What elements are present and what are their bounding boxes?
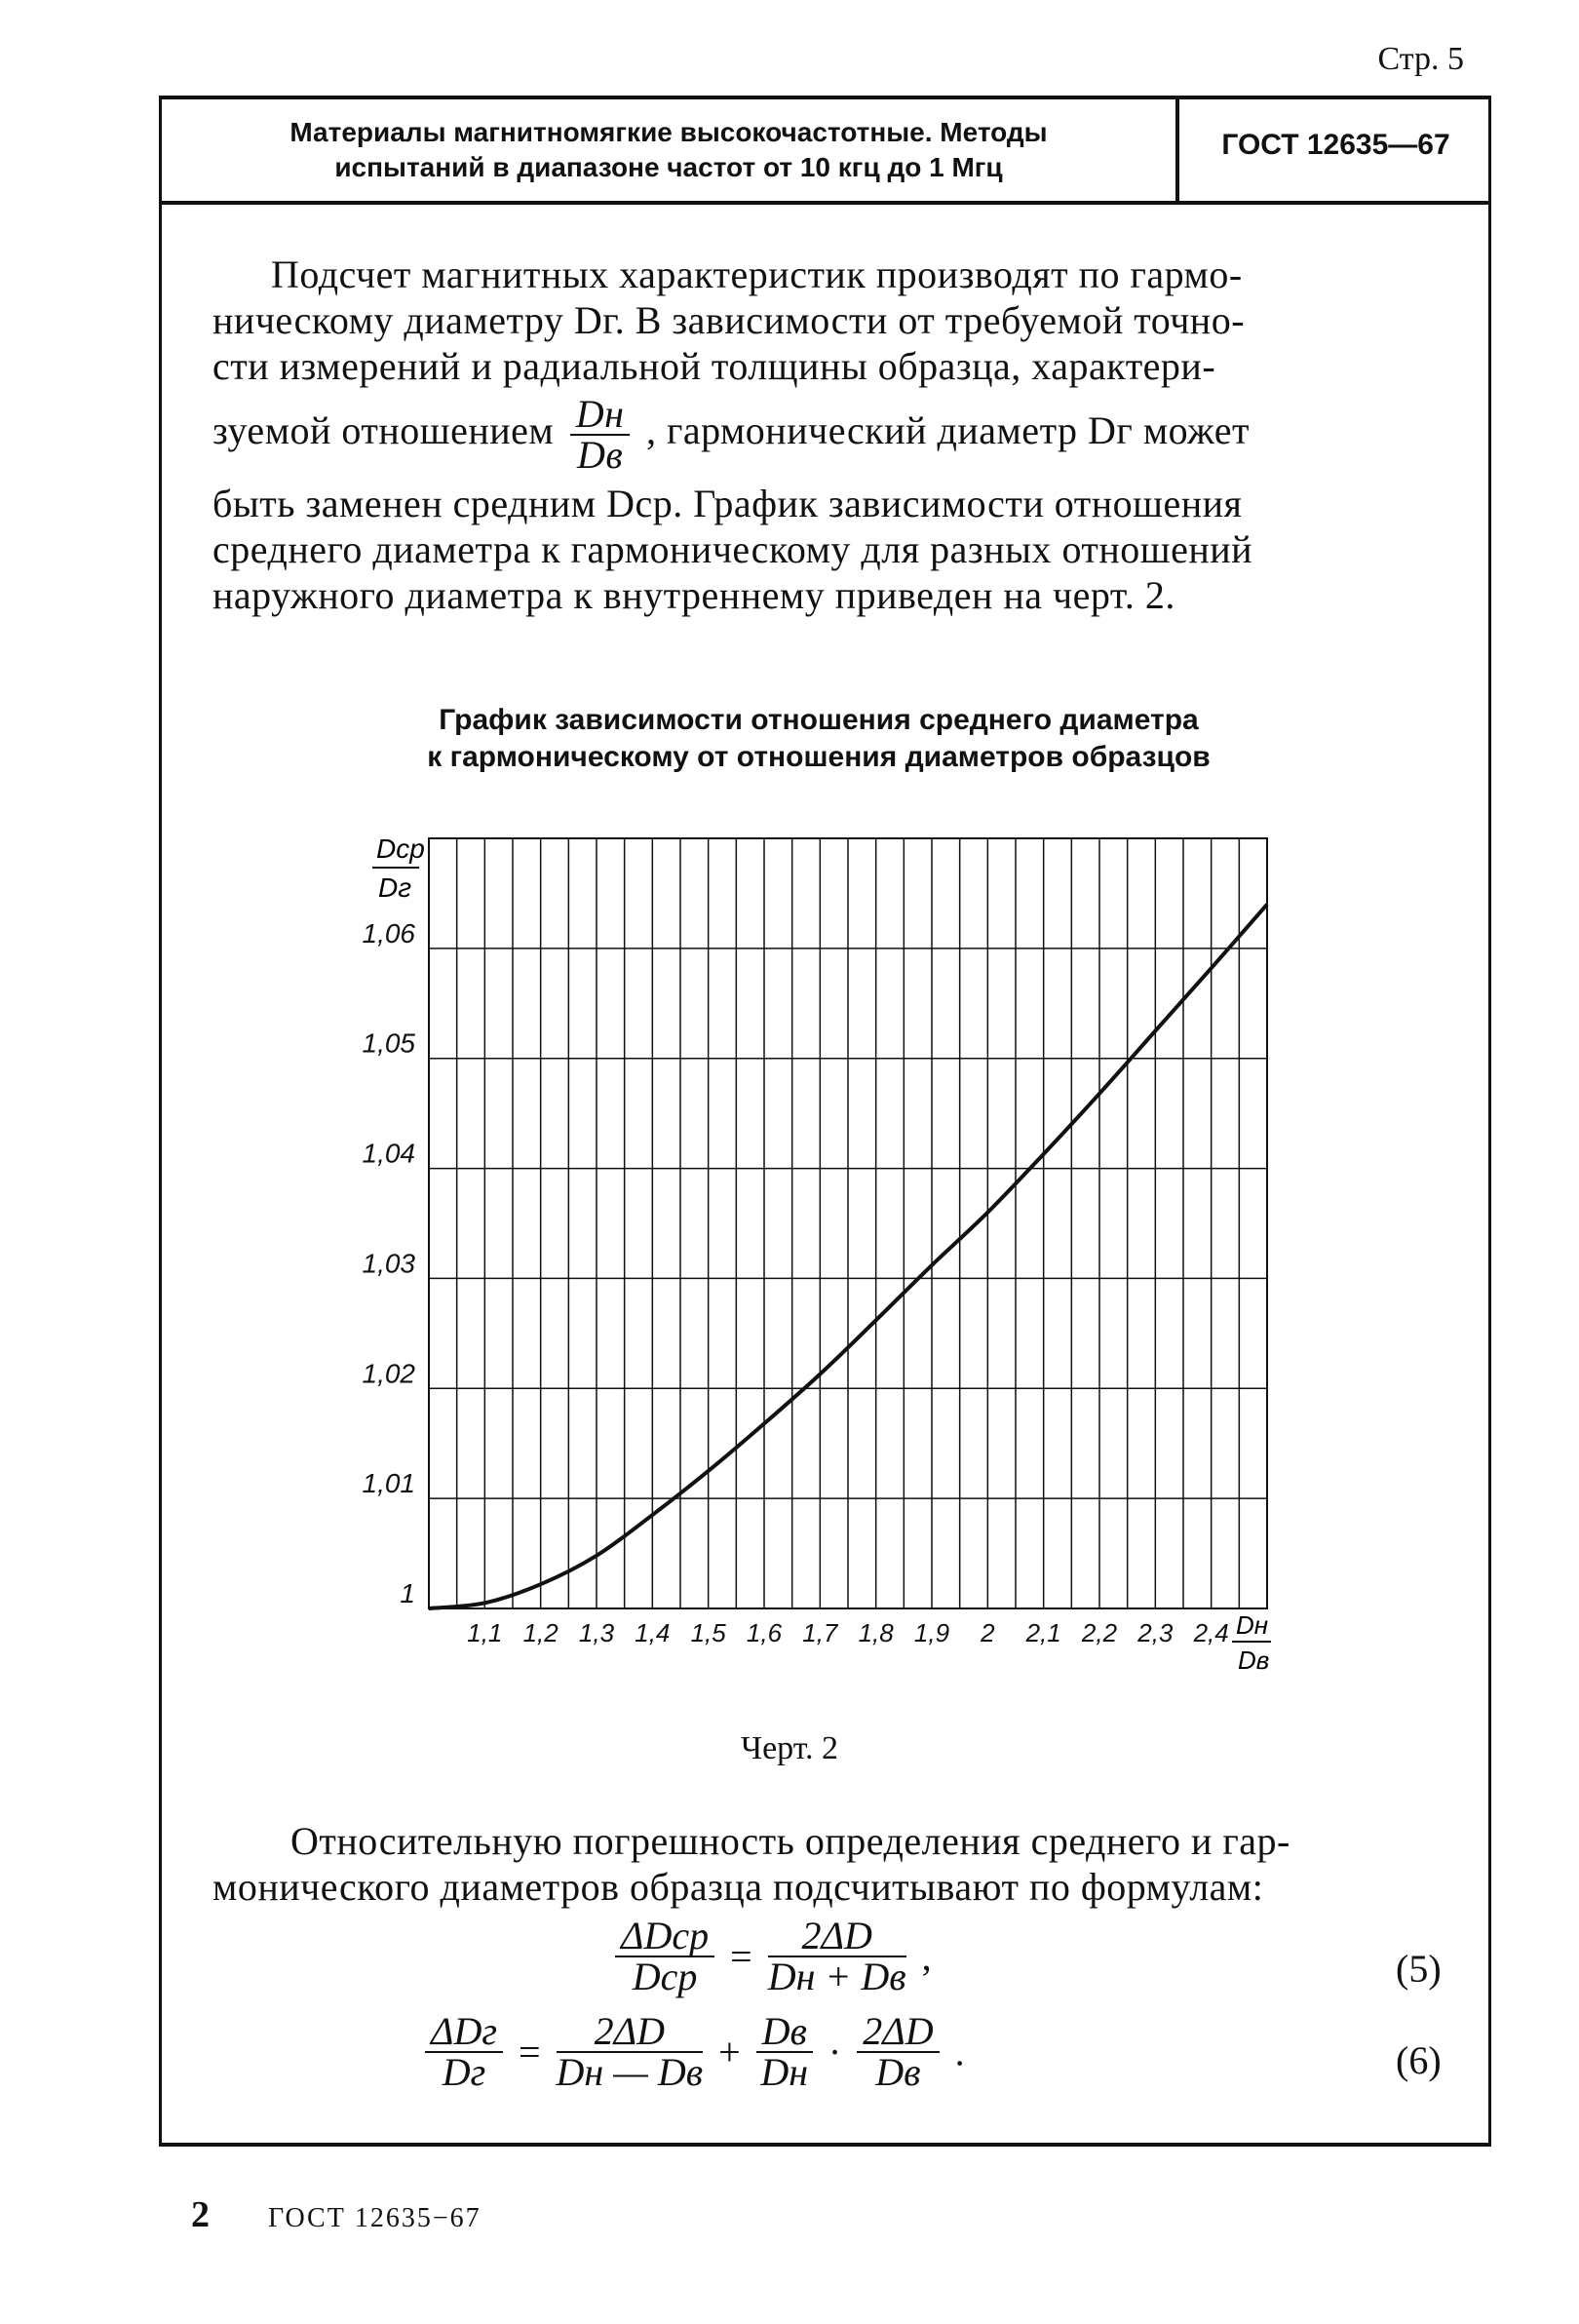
- x-axis-label: [1232, 1610, 1271, 1675]
- chart-grid: [429, 838, 1267, 1608]
- chart-title: [292, 702, 1345, 776]
- y-tick-label: 1,03: [362, 1248, 415, 1279]
- x-tick-label: 1,3: [578, 1618, 615, 1647]
- formula-intro: [212, 1818, 1443, 1910]
- title-line-1: Материалы магнитномягкие высокочастотные. Методы: [289, 117, 1048, 147]
- x-axis-label-num: Dн: [1236, 1610, 1269, 1640]
- formula-6-term-2-den: Dн: [760, 2050, 809, 2094]
- formula-6-term-1-num: 2ΔD: [557, 2012, 704, 2053]
- formula-5-rhs-num: 2ΔD: [768, 1917, 906, 1957]
- x-tick-label: 1,7: [802, 1618, 838, 1647]
- formula-intro-line-1: Относительную погрешность определения среднего и гар-: [290, 1819, 1290, 1863]
- formula-6-term-2: [756, 2009, 813, 2094]
- y-tick-label: 1,01: [362, 1468, 415, 1499]
- standard-code: ГОСТ 12635—67: [1221, 129, 1450, 161]
- y-axis-label: [372, 833, 425, 903]
- formula-6-tail: .: [954, 2030, 965, 2074]
- frame-right-rule: [1488, 205, 1491, 2145]
- formula-5-rhs: [767, 1914, 906, 1998]
- formula-intro-line-2: монического диаметров образца подсчитывают по формулам:: [212, 1865, 1264, 1909]
- x-tick-label: 1,8: [858, 1618, 894, 1647]
- equals-sign: =: [518, 2030, 541, 2074]
- multiply-dot: ·: [828, 2030, 842, 2074]
- intro-line-3: сти измерений и радиальной толщины образца, характери-: [212, 344, 1216, 388]
- formula-6-term-1: [556, 2009, 704, 2094]
- formula-6-label: (6): [1396, 2038, 1442, 2082]
- x-tick-label: 2,2: [1081, 1618, 1118, 1647]
- footer-standard-code: ГОСТ 12635−67: [268, 2203, 481, 2233]
- y-tick-label: 1: [400, 1578, 415, 1608]
- chart-title-line-2: к гармоническому от отношения диаметров образцов: [427, 741, 1211, 773]
- y-tick-label: 1,02: [362, 1358, 415, 1389]
- y-tick-label: 1,06: [362, 917, 415, 949]
- document-title: [181, 115, 1156, 185]
- y-axis-label-den: Dг: [378, 872, 412, 903]
- formula-6-lhs-den: Dг: [442, 2050, 486, 2094]
- x-tick-label: 1,9: [913, 1618, 950, 1647]
- formula-6-term-3-den: Dв: [875, 2050, 921, 2094]
- formula-5-lhs: [615, 1914, 714, 1998]
- intro-line-7: наружного диаметра к внутреннему приведен на черт. 2.: [212, 573, 1175, 617]
- formula-5-tail: ,: [921, 1934, 932, 1979]
- intro-line-4-before: зуемой отношением: [212, 408, 555, 453]
- figure-caption: Черт. 2: [740, 1730, 839, 1766]
- x-tick-label: 1,4: [635, 1618, 671, 1647]
- formula-5: [609, 1914, 932, 1998]
- intro-line-6: среднего диаметра к гармоническому для разных отношений: [212, 527, 1253, 571]
- header-divider: [1175, 99, 1179, 201]
- footer-page-number: 2: [191, 2194, 210, 2235]
- x-tick-label: 2,4: [1193, 1618, 1229, 1647]
- frame-bottom-rule: [159, 2143, 1491, 2147]
- x-tick-label: 1,5: [690, 1618, 726, 1647]
- x-tick-label: 1,2: [522, 1618, 558, 1647]
- y-axis-label-num: Dср: [376, 833, 425, 864]
- frame-left-rule: [159, 205, 162, 2145]
- x-tick-label: 2,1: [1025, 1618, 1061, 1647]
- formula-6-term-2-num: Dв: [756, 2012, 813, 2053]
- ratio-fraction: [570, 392, 631, 477]
- ratio-chart: [351, 819, 1287, 1696]
- y-tick-label: 1,04: [362, 1138, 415, 1169]
- formula-6-term-3: [857, 2009, 939, 2094]
- formula-5-label: (5): [1396, 1947, 1442, 1991]
- x-tick-label: 1,6: [746, 1618, 783, 1647]
- title-line-2: испытаний в диапазоне частот от 10 кгц до 1 Мгц: [334, 152, 1003, 182]
- y-tick-label: 1,05: [362, 1027, 415, 1059]
- intro-line-1: Подсчет магнитных характеристик производят по гармо-: [271, 252, 1243, 296]
- x-axis-label-den: Dв: [1238, 1646, 1270, 1675]
- formula-6-lhs: [425, 2009, 503, 2094]
- document-header: [159, 96, 1491, 205]
- equals-sign: =: [730, 1934, 752, 1979]
- intro-line-4-after: , гармонический диаметр Dг может: [645, 408, 1250, 453]
- formula-5-lhs-den: Dср: [632, 1955, 698, 1998]
- formula-5-lhs-num: ΔDср: [615, 1917, 714, 1957]
- intro-line-2: ническому диаметру Dг. В зависимости от требуемой точно-: [212, 298, 1246, 342]
- ratio-denominator: Dв: [576, 433, 624, 477]
- intro-paragraph: [212, 252, 1443, 618]
- plus-sign: +: [718, 2030, 741, 2074]
- intro-line-4: [212, 392, 1443, 477]
- chart-title-line-1: График зависимости отношения среднего диаметра: [439, 704, 1199, 736]
- formula-6-lhs-num: ΔDг: [425, 2012, 503, 2053]
- x-tick-label: 1,1: [467, 1618, 503, 1647]
- intro-line-5: быть заменен средним Dср. График зависимости отношения: [212, 482, 1243, 525]
- formula-6-term-1-den: Dн — Dв: [556, 2050, 704, 2094]
- formula-5-rhs-den: Dн + Dв: [767, 1955, 906, 1998]
- page-label: Стр. 5: [1377, 41, 1464, 77]
- ratio-numerator: Dн: [570, 395, 631, 436]
- x-tick-label: 2: [981, 1618, 995, 1647]
- formula-6: [419, 2009, 965, 2094]
- x-tick-label: 2,3: [1137, 1618, 1174, 1647]
- formula-6-term-3-num: 2ΔD: [857, 2012, 939, 2053]
